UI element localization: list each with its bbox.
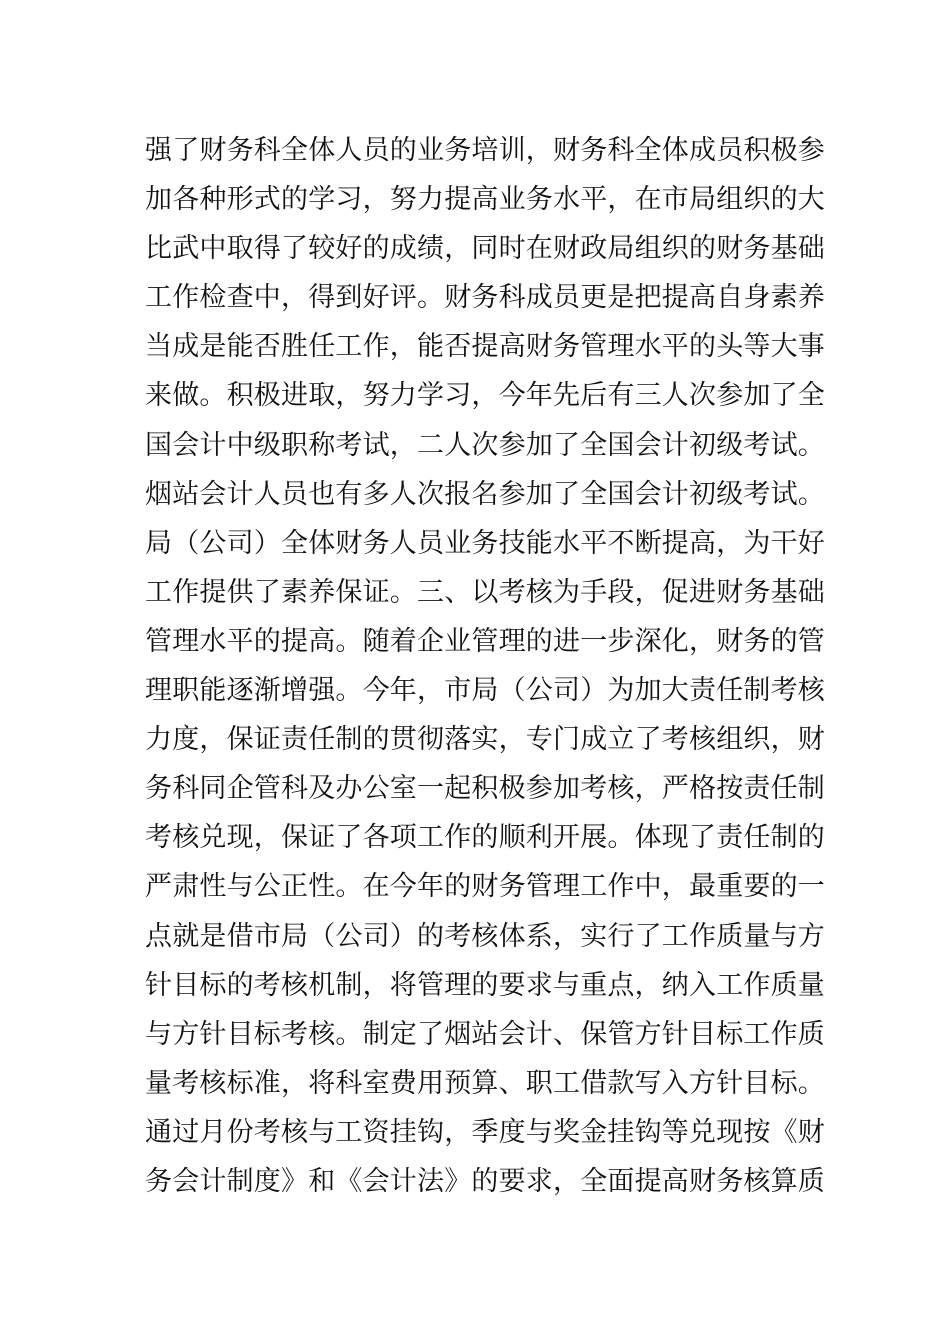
text-line: 加各种形式的学习，努力提高业务水平，在市局组织的大 — [145, 184, 825, 216]
text-line: 力度，保证责任制的贯彻落实，专门成立了考核组织，财 — [145, 724, 825, 756]
body-text — [145, 126, 825, 1206]
text-line: 国会计中级职称考试，二人次参加了全国会计初级考试。 — [145, 429, 825, 461]
text-line: 通过月份考核与工资挂钩，季度与奖金挂钩等兑现按《财 — [145, 1116, 825, 1148]
text-line: 烟站会计人员也有多人次报名参加了全国会计初级考试。 — [145, 478, 825, 510]
text-line: 务科同企管科及办公室一起积极参加考核，严格按责任制 — [145, 773, 825, 805]
text-line: 工作提供了素养保证。三、以考核为手段，促进财务基础 — [145, 576, 825, 608]
text-line: 考核兑现，保证了各项工作的顺利开展。体现了责任制的 — [145, 822, 825, 854]
text-line: 管理水平的提高。随着企业管理的进一步深化，财务的管 — [145, 625, 825, 657]
text-line: 比武中取得了较好的成绩，同时在财政局组织的财务基础 — [145, 233, 825, 265]
text-line: 强了财务科全体人员的业务培训，财务科全体成员积极参 — [145, 135, 825, 166]
text-line: 局（公司）全体财务人员业务技能水平不断提高，为干好 — [145, 527, 825, 559]
text-line: 来做。积极进取，努力学习，今年先后有三人次参加了全 — [145, 380, 825, 412]
text-line: 当成是能否胜任工作，能否提高财务管理水平的头等大事 — [145, 331, 825, 363]
text-line: 点就是借市局（公司）的考核体系，实行了工作质量与方 — [145, 920, 825, 952]
text-line: 针目标的考核机制，将管理的要求与重点，纳入工作质量 — [145, 969, 825, 1001]
text-line: 量考核标准，将科室费用预算、职工借款写入方针目标。 — [145, 1067, 825, 1099]
text-line: 严肃性与公正性。在今年的财务管理工作中，最重要的一 — [145, 871, 825, 903]
text-line: 理职能逐渐增强。今年，市局（公司）为加大责任制考核 — [145, 675, 825, 707]
text-line: 务会计制度》和《会计法》的要求，全面提高财务核算质 — [145, 1165, 825, 1197]
text-line: 工作检查中，得到好评。财务科成员更是把提高自身素养 — [145, 282, 825, 314]
text-line: 与方针目标考核。制定了烟站会计、保管方针目标工作质 — [145, 1018, 825, 1050]
